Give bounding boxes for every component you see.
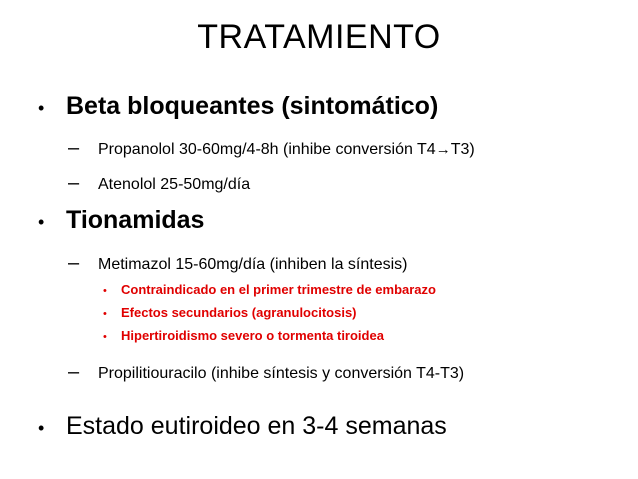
- propanolol-text-end: T3): [450, 141, 475, 158]
- sub-item-propanolol: [68, 137, 475, 160]
- note-text: Hipertiroidismo severo o tormenta tiroidea: [121, 328, 384, 343]
- arrow-right-icon: →: [435, 141, 451, 158]
- note-item: [103, 282, 436, 297]
- bullet-dot: •: [103, 285, 107, 297]
- dash-marker: –: [68, 172, 80, 194]
- bullet-tionamidas: [38, 206, 204, 235]
- metimazol-text: Metimazol 15-60mg/día (inhiben la síntesis): [98, 256, 408, 273]
- note-text: Efectos secundarios (agranulocitosis): [121, 305, 357, 320]
- sub-item-atenolol: [68, 172, 250, 195]
- bullet-label: Tionamidas: [66, 206, 205, 234]
- propanolol-text: Propanolol 30-60mg/4-8h (inhibe conversión T4: [98, 141, 436, 158]
- dash-marker: –: [68, 361, 80, 383]
- bullet-dot: •: [38, 418, 45, 438]
- bullet-beta-bloqueantes: [38, 92, 438, 121]
- bullet-dot: •: [38, 98, 45, 118]
- note-item: [103, 305, 357, 320]
- atenolol-text: Atenolol 25-50mg/día: [98, 176, 251, 193]
- sub-item-propiltiouracilo: [68, 361, 464, 384]
- sub-item-metimazol: [68, 252, 407, 275]
- note-text: Contraindicado en el primer trimestre de embarazo: [121, 282, 436, 297]
- note-item: [103, 328, 384, 343]
- bullet-label: Estado eutiroideo en 3-4 semanas: [66, 412, 447, 440]
- dash-marker: –: [68, 252, 80, 274]
- slide-title: TRATAMIENTO: [197, 18, 441, 56]
- bullet-dot: •: [103, 331, 107, 343]
- bullet-dot: •: [103, 308, 107, 320]
- propiltiouracilo-text: Propilitiouracilo (inhibe síntesis y conversión T4-T3): [98, 365, 465, 382]
- dash-marker: –: [68, 137, 80, 159]
- bullet-label: Beta bloqueantes (sintomático): [66, 92, 439, 120]
- bullet-dot: •: [38, 212, 45, 232]
- bullet-estado-eutiroideo: [38, 412, 447, 441]
